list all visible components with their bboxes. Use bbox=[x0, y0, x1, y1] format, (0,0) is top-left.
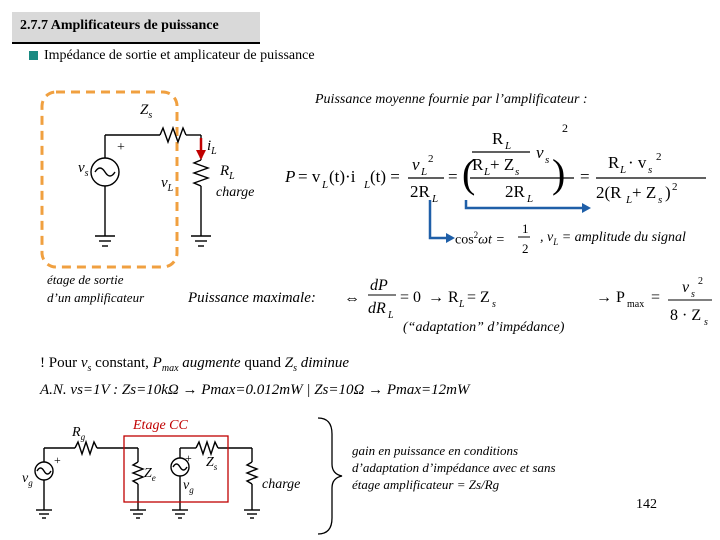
svg-text:· v: · v bbox=[628, 153, 647, 172]
svg-text:): ) bbox=[552, 151, 566, 196]
svg-text:⇔: ⇔ bbox=[344, 290, 360, 307]
svg-text:s: s bbox=[691, 289, 695, 300]
svg-text:→ P: → P bbox=[596, 289, 625, 306]
svg-text:2: 2 bbox=[698, 276, 703, 287]
svg-text:L: L bbox=[626, 194, 633, 206]
svg-text:2: 2 bbox=[656, 151, 662, 163]
svg-text:2: 2 bbox=[428, 153, 434, 165]
svg-text:→ R: → R bbox=[428, 289, 459, 306]
cos-note: $\cos^2\omega t$ = bbox=[455, 230, 505, 248]
charge-label-bottom: charge bbox=[262, 477, 301, 492]
svg-text:2: 2 bbox=[672, 181, 678, 193]
svg-text:s: s bbox=[658, 194, 663, 206]
svg-text:s: s bbox=[545, 154, 550, 166]
vg-label-cc: $v_g$ bbox=[183, 478, 194, 495]
vs-label: $v_s$ bbox=[78, 160, 89, 179]
svg-text:(t)·i: (t)·i bbox=[329, 167, 356, 186]
svg-text:L: L bbox=[432, 193, 439, 205]
svg-text:R: R bbox=[492, 129, 504, 148]
svg-text:=: = bbox=[580, 167, 590, 186]
svg-text:2R: 2R bbox=[505, 182, 525, 201]
numerical-application: A.N. vs=1V : Zs=10kΩ → Pmax=0.012mW | Zs=10Ω → Pmax=12mW bbox=[40, 382, 470, 398]
cos-fraction bbox=[518, 221, 530, 256]
svg-text:= v: = v bbox=[298, 167, 321, 186]
zs-label: $Z_s$ bbox=[140, 102, 153, 121]
svg-text:s: s bbox=[648, 164, 653, 176]
svg-text:dP: dP bbox=[370, 277, 388, 294]
svg-text:L: L bbox=[484, 166, 491, 178]
svg-text:2R: 2R bbox=[410, 182, 430, 201]
svg-text:L: L bbox=[388, 310, 394, 321]
ground-icon bbox=[130, 510, 146, 518]
svg-text:v: v bbox=[412, 155, 420, 174]
svg-text:L: L bbox=[505, 140, 512, 152]
svg-text:L: L bbox=[527, 193, 534, 205]
arrow-right-icon bbox=[446, 233, 455, 243]
svg-text:): ) bbox=[665, 183, 671, 202]
rg-label: $R_g$ bbox=[72, 425, 86, 442]
adaptation-note: (“adaptation” d’impédance) bbox=[403, 320, 565, 335]
svg-text:s: s bbox=[704, 317, 708, 328]
stage-caption-line-1: étage de sortie bbox=[47, 272, 124, 287]
svg-text:L: L bbox=[620, 164, 627, 176]
plus-sign-cc: + bbox=[185, 451, 192, 465]
svg-text:s: s bbox=[492, 299, 496, 310]
ground-icon bbox=[172, 510, 188, 518]
ze-resistor bbox=[133, 462, 143, 484]
load-resistor bbox=[247, 462, 257, 484]
svg-text:2: 2 bbox=[522, 241, 529, 256]
svg-text:v: v bbox=[536, 143, 544, 162]
rl-label: $R_L$ bbox=[220, 163, 235, 182]
svg-text:P: P bbox=[285, 167, 296, 186]
slide-subtitle: Impédance de sortie et amplicateur de puissance bbox=[44, 48, 315, 63]
power-title: Puissance moyenne fournie par l’amplificateur : bbox=[315, 92, 588, 107]
vl-amplitude-note: , $v_L$ = amplitude du signal bbox=[540, 230, 686, 247]
gain-note: gain en puissance en conditions d’adaptation d’impédance avec et sans étage amplificateur = Zs/Rg bbox=[352, 443, 556, 492]
svg-text:v: v bbox=[682, 279, 690, 296]
max-power-label: Puissance maximale: bbox=[188, 290, 316, 306]
plus-sign-vg: + bbox=[54, 453, 61, 467]
svg-text:L: L bbox=[459, 299, 465, 310]
svg-text:=: = bbox=[448, 167, 458, 186]
zs-resistor bbox=[160, 128, 186, 142]
svg-text:=: = bbox=[651, 289, 661, 306]
svg-text:L: L bbox=[364, 179, 371, 191]
curly-brace bbox=[318, 418, 342, 534]
stage-caption-line-2: d’un amplificateur bbox=[47, 290, 145, 305]
ze-label: $Z_e$ bbox=[144, 466, 156, 483]
svg-text:2(R: 2(R bbox=[596, 183, 622, 202]
svg-text:= Z: = Z bbox=[467, 289, 490, 306]
ground-icon bbox=[244, 510, 260, 518]
svg-text:R: R bbox=[608, 153, 620, 172]
rg-resistor bbox=[75, 442, 97, 454]
svg-text:(t) =: (t) = bbox=[370, 167, 400, 186]
svg-text:max: max bbox=[627, 299, 645, 310]
svg-text:1: 1 bbox=[522, 221, 529, 236]
zs-label-bottom: $Z_s$ bbox=[206, 455, 218, 472]
plus-sign: + bbox=[117, 140, 125, 155]
statement-line-1: ! Pour $v_s$ constant, $P_{max}$ augmente quand $Z_s$ diminue bbox=[40, 355, 350, 374]
arrow-right-icon bbox=[582, 203, 591, 213]
vl-label: $v_L$ bbox=[161, 175, 174, 194]
power-formula bbox=[284, 121, 706, 206]
svg-text:+ Z: + Z bbox=[490, 155, 515, 174]
zs-resistor-bottom bbox=[196, 442, 218, 454]
svg-text:s: s bbox=[515, 166, 520, 178]
etage-cc-label: Etage CC bbox=[133, 418, 188, 433]
svg-text:+ Z: + Z bbox=[632, 183, 657, 202]
svg-text:= 0: = 0 bbox=[400, 289, 422, 306]
arrow-head-icon bbox=[196, 150, 206, 160]
svg-text:L: L bbox=[421, 166, 428, 178]
svg-text:dR: dR bbox=[368, 300, 386, 317]
vg-label: $v_g$ bbox=[22, 471, 33, 488]
svg-text:8 · Z: 8 · Z bbox=[670, 307, 702, 324]
section-title: 2.7.7 Amplificateurs de puissance bbox=[20, 18, 219, 33]
rl-resistor bbox=[194, 160, 208, 186]
svg-text:R: R bbox=[472, 155, 484, 174]
page-number: 142 bbox=[636, 497, 657, 512]
charge-label-top: charge bbox=[216, 185, 255, 200]
ground-icon bbox=[36, 510, 52, 518]
svg-text:(: ( bbox=[462, 151, 476, 196]
svg-text:2: 2 bbox=[562, 121, 568, 135]
il-label: $i_L$ bbox=[207, 138, 217, 157]
svg-text:L: L bbox=[322, 179, 329, 191]
